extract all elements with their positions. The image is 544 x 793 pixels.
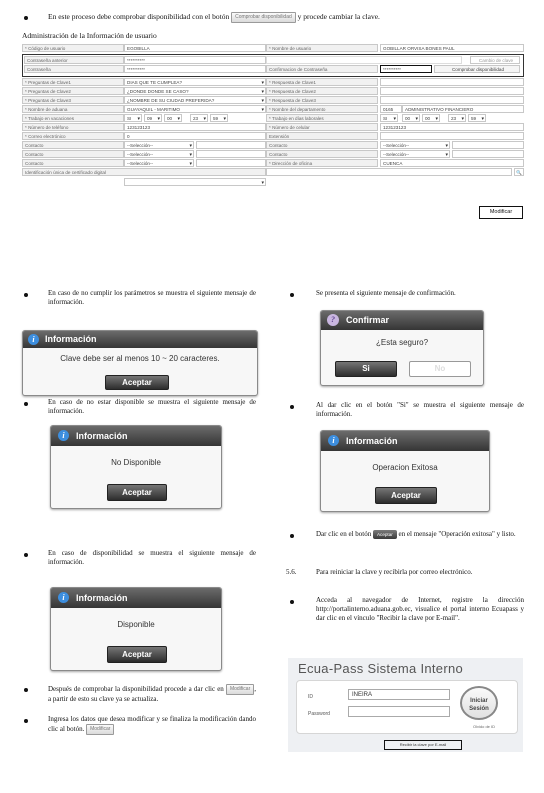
new-password-field[interactable]: ********** [124, 65, 266, 73]
receive-password-link[interactable]: Recibir la clave por E-mail [384, 740, 462, 750]
contact-field[interactable] [196, 141, 266, 149]
field-label: * Respuesta de Clave2 [266, 87, 378, 95]
info-icon: i [58, 430, 69, 441]
certificate-select[interactable] [124, 178, 266, 186]
yes-button[interactable]: Si [335, 361, 397, 377]
field-label: Extensión [266, 132, 378, 140]
dialog-title: Confirmar [346, 315, 390, 325]
password-label: Password [308, 711, 330, 717]
info-dialog-available [50, 587, 222, 671]
field-label: * Respuesta de Clave3 [266, 96, 378, 104]
info-icon: i [28, 334, 39, 345]
vacation-hour-end[interactable]: 23 ▾ [190, 114, 208, 122]
dept-code-field[interactable]: 0165 [380, 105, 402, 113]
intro-line [48, 12, 380, 23]
bullet [290, 600, 294, 604]
dialog-message: ¿Esta seguro? [375, 338, 429, 347]
field-label: Contacto [22, 159, 124, 167]
field-label: Contacto [266, 150, 378, 158]
vacation-min-start[interactable]: 00 ▾ [164, 114, 182, 122]
paragraph: En caso de disponibilidad se muestra el siguiente mensaje de información. [48, 549, 256, 566]
portal-title: Ecua-Pass Sistema Interno [298, 661, 464, 676]
id-input[interactable]: INEIRA [348, 689, 450, 700]
dept-name-field[interactable]: ADMINISTRATIVO FINANCIERO [402, 105, 524, 113]
section-number: 5.6. [286, 568, 297, 576]
info-icon: i [328, 435, 339, 446]
forgot-id-link[interactable]: Olvido de ID [473, 724, 496, 729]
field-label: * Trabajo en días laborales [266, 114, 378, 122]
contact-field[interactable] [452, 150, 524, 158]
workday-hour-start[interactable]: 00 ▾ [402, 114, 420, 122]
bullet [24, 688, 28, 692]
paragraph: Acceda al navegador de Internet, registre la dirección http://portalinterno.aduana.gob.ec, visualice el portal interno Ecuapass y dar clic en el vínculo "Recibir la clave por E-mail". [316, 596, 524, 622]
paragraph-text: en el mensaje "Operación exitosa" y listo. [398, 530, 516, 539]
check-availability-button[interactable]: Comprobar disponibilidad [434, 65, 520, 73]
accept-button[interactable]: Aceptar [373, 530, 397, 539]
certificate-field[interactable] [266, 168, 512, 176]
contact-field[interactable] [452, 141, 524, 149]
dialog-message: Disponible [117, 620, 155, 629]
vacation-min-end[interactable]: 59 ▾ [210, 114, 228, 122]
form-title: Administración de la Información de usuario [22, 31, 157, 40]
answer3-field[interactable] [380, 96, 524, 104]
login-panel [288, 658, 523, 752]
paragraph [316, 530, 524, 539]
office-field[interactable]: CUENCA [380, 159, 524, 167]
paragraph: En caso de no cumplir los parámetros se muestra el siguiente mensaje de información. [48, 289, 256, 306]
dialog-title: Información [45, 334, 97, 344]
bullet [290, 534, 294, 538]
paragraph-text: Ingresa los datos que desea modificar y se finaliza la modificación dando clic al botón. [48, 715, 256, 734]
password-input[interactable] [348, 706, 450, 717]
field-label: * Nombre de aduana [22, 105, 124, 113]
vacation-select[interactable]: SI ▾ [124, 114, 142, 122]
field-label: * Número de teléfono [22, 123, 124, 131]
field-label: * Dirección de oficina [266, 159, 378, 167]
paragraph: Al dar clic en el botón "Si" se muestra el siguiente mensaje de información. [316, 401, 524, 418]
bullet [290, 293, 294, 297]
old-password-field[interactable]: ********** [124, 56, 266, 64]
question2-select[interactable]: ¿DONDE DONDE SE CASO? ▾ [124, 87, 266, 95]
no-button[interactable]: No [409, 361, 471, 377]
workday-min-end[interactable]: 59 ▾ [468, 114, 486, 122]
bullet [24, 719, 28, 723]
accept-button[interactable]: Aceptar [107, 646, 167, 663]
modify-button[interactable]: Modificar [479, 206, 523, 219]
paragraph [48, 684, 256, 704]
contact-select[interactable]: --Selección-- ▾ [380, 150, 450, 158]
modify-button[interactable]: Modificar [226, 684, 254, 695]
contact-field[interactable] [196, 159, 266, 167]
paragraph-text: Dar clic en el botón [316, 530, 372, 539]
login-button[interactable]: Iniciar Sesión [460, 686, 498, 720]
dialog-title: Información [76, 431, 128, 441]
field-label: * Preguntas de Clave2 [22, 87, 124, 95]
accept-button[interactable]: Aceptar [105, 375, 169, 390]
contact-select[interactable]: --Selección-- ▾ [124, 141, 194, 149]
workday-select[interactable]: SI ▾ [380, 114, 398, 122]
dialog-message: Operacion Exitosa [372, 463, 438, 472]
info-dialog-unavailable [50, 425, 222, 509]
bullet [24, 293, 28, 297]
field-label: Identificación única de certificado digital [22, 168, 266, 176]
paragraph [48, 715, 256, 735]
change-password-button[interactable]: Cambio de clave [470, 56, 520, 64]
dialog-message: Clave debe ser al menos 10 ~ 20 caracteres. [60, 354, 220, 363]
user-name-field[interactable]: GOBILLAR ORVISA BONES PAUL [380, 44, 524, 52]
field-label: Contacto [266, 141, 378, 149]
dialog-title: Información [76, 593, 128, 603]
field-label: * Nombre de usuario [266, 44, 378, 52]
id-label: ID [308, 694, 313, 700]
question-icon: ? [327, 314, 339, 326]
field-label: * Código de usuario [22, 44, 124, 52]
paragraph: Se presenta el siguiente mensaje de confirmación. [316, 289, 456, 297]
spacer [266, 56, 462, 64]
vacation-hour-start[interactable]: 09 ▾ [144, 114, 162, 122]
extension-field[interactable] [380, 132, 524, 140]
contact-select[interactable]: --Selección-- ▾ [124, 150, 194, 158]
field-label: Confirmacion de Contraseña [266, 65, 378, 73]
field-label: * Trabajo en vacaciones [22, 114, 124, 122]
intro-text: En este proceso debe comprobar disponibilidad con el botón [48, 12, 230, 22]
confirm-dialog [320, 310, 484, 386]
field-label: Contraseña [24, 65, 124, 73]
accept-button[interactable]: Aceptar [375, 487, 437, 504]
answer2-field[interactable] [380, 87, 524, 95]
question3-select[interactable]: ¿NOMBRE DE SU CIUDAD PREFERIDA? ▾ [124, 96, 266, 104]
question1-select[interactable]: DIAS QUE TE CUMPLEA? ▾ [124, 78, 266, 86]
workday-hour-end[interactable]: 23 ▾ [448, 114, 466, 122]
user-code-field[interactable]: EGOBILLA [124, 44, 266, 52]
contact-select[interactable]: --Selección-- ▾ [124, 159, 194, 167]
paragraph: En caso de no estar disponible se muestra el siguiente mensaje de información. [48, 398, 256, 415]
info-icon: i [58, 592, 69, 603]
field-label: * Preguntas de Clave3 [22, 96, 124, 104]
dialog-message: No Disponible [111, 458, 161, 467]
paragraph-text: , a partir de esto su clave ya se actualiza. [48, 685, 256, 703]
section-heading: Para reiniciar la clave y recibirla por correo electrónico. [316, 568, 473, 576]
info-dialog-length [22, 330, 258, 396]
field-label: * Nombre del departamento [266, 105, 378, 113]
customs-select[interactable]: GUAYAQUIL - MARITIMO ▾ [124, 105, 266, 113]
bullet [24, 553, 28, 557]
contact-field[interactable] [196, 150, 266, 158]
search-icon[interactable]: 🔍 [514, 168, 524, 176]
cellphone-field[interactable]: 123123123 [380, 123, 524, 131]
paragraph-text: Después de comprobar la disponibilidad procede a dar clic en [48, 685, 224, 694]
bullet [24, 402, 28, 406]
field-label: * Respuesta de Clave1 [266, 78, 378, 86]
modify-button[interactable]: Modificar [86, 724, 114, 735]
phone-field[interactable]: 123123123 [124, 123, 266, 131]
field-label: Contraseña anterior [24, 56, 124, 64]
contact-select[interactable]: --Selección-- ▾ [380, 141, 450, 149]
field-label: Contacto [22, 141, 124, 149]
workday-min-start[interactable]: 00 ▾ [422, 114, 440, 122]
intro-text-end: y procede cambiar la clave. [297, 12, 380, 22]
email-field[interactable]: 0 [124, 132, 266, 140]
confirm-password-field[interactable]: ********** [380, 65, 432, 73]
answer1-field[interactable] [380, 78, 524, 86]
field-label: * Correo electrónico [22, 132, 124, 140]
accept-button[interactable]: Aceptar [107, 484, 167, 501]
check-availability-button[interactable]: Comprobar disponibilidad [231, 12, 296, 23]
bullet [290, 405, 294, 409]
bullet [24, 16, 28, 20]
field-label: * Número de celular [266, 123, 378, 131]
dialog-title: Información [346, 436, 398, 446]
field-label: Contacto [22, 150, 124, 158]
field-label: * Preguntas de Clave1 [22, 78, 124, 86]
info-dialog-success [320, 430, 490, 512]
